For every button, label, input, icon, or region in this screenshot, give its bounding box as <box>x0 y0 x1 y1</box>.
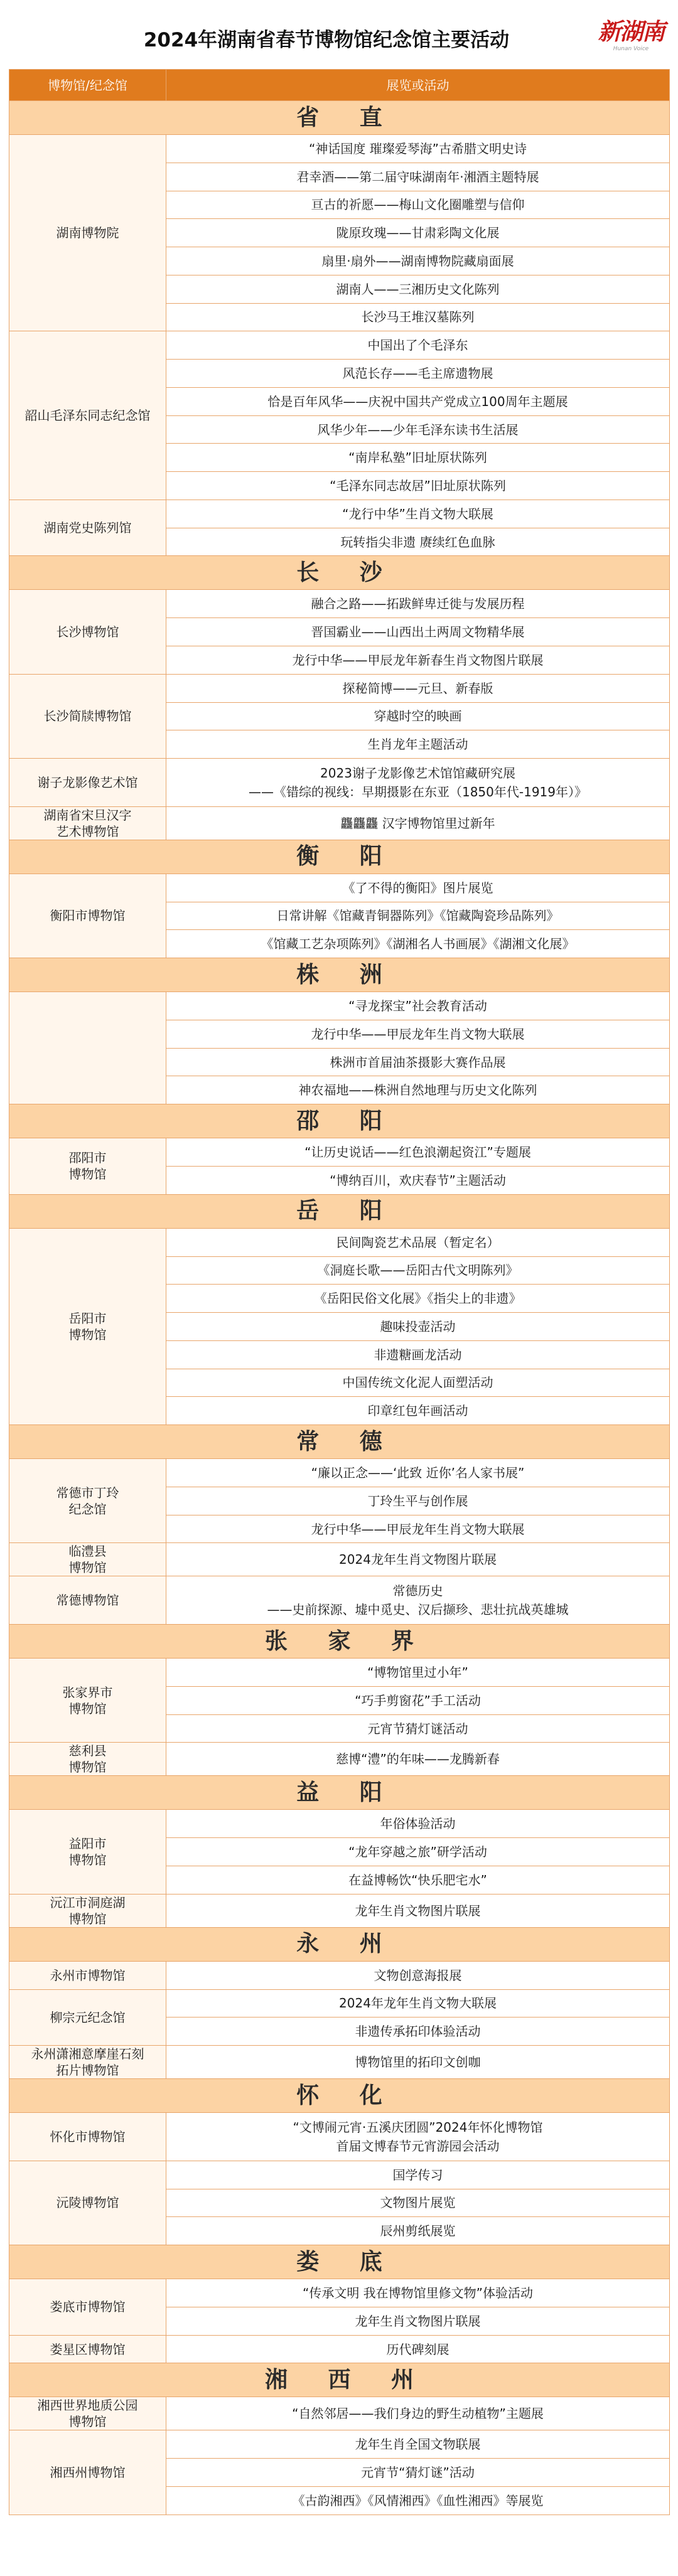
activity-item: 扇里·扇外——湖南博物院藏扇面展 <box>166 247 670 275</box>
region-row <box>9 2363 670 2397</box>
activity-item: 株洲市首届油茶摄影大赛作品展 <box>166 1048 670 1076</box>
table-row <box>9 1228 670 1256</box>
activity-item: 国学传习 <box>166 2161 670 2189</box>
museum-name: 韶山毛泽东同志纪念馆 <box>9 331 166 500</box>
column-header-activity: 展览或活动 <box>166 70 670 101</box>
region-row <box>9 840 670 874</box>
region-row <box>9 1927 670 1961</box>
activity-item: 晋国霸业——山西出土两周文物精华展 <box>166 618 670 646</box>
table-row <box>9 2397 670 2430</box>
museum-name: 永州市博物馆 <box>9 1961 166 1989</box>
activity-item: 2024龙年生肖文物图片联展 <box>166 1543 670 1576</box>
museum-name: 沅陵博物馆 <box>9 2161 166 2245</box>
table-row <box>9 674 670 702</box>
table-row <box>9 1138 670 1167</box>
activity-item: 年俗体验活动 <box>166 1810 670 1838</box>
region-name: 怀 化 <box>9 2079 670 2113</box>
region-name: 娄 底 <box>9 2245 670 2279</box>
activity-item: 《洞庭长歌——岳阳古代文明陈列》 <box>166 1256 670 1285</box>
region-name: 株 洲 <box>9 958 670 992</box>
museum-name: 临澧县 博物馆 <box>9 1543 166 1576</box>
activity-item: 文物图片展览 <box>166 2189 670 2217</box>
activity-item: 龙年生肖文物图片联展 <box>166 1894 670 1927</box>
activities-table <box>9 69 670 2515</box>
activity-item: 湖南人——三湘历史文化陈列 <box>166 275 670 303</box>
museum-name: 慈利县 博物馆 <box>9 1743 166 1776</box>
region-name: 邵 阳 <box>9 1104 670 1138</box>
region-row <box>9 1625 670 1659</box>
activity-item: 丁玲生平与创作展 <box>166 1487 670 1515</box>
table-row <box>9 1543 670 1576</box>
museum-name: 长沙博物馆 <box>9 590 166 674</box>
activity-item: 龙行中华——甲辰龙年生肖文物大联展 <box>166 1515 670 1543</box>
activity-item: 《古韵湘西》《风情湘西》《血性湘西》等展览 <box>166 2486 670 2515</box>
region-name: 永 州 <box>9 1927 670 1961</box>
activity-item: 中国出了个毛泽东 <box>166 331 670 360</box>
museum-name: 衡阳市博物馆 <box>9 874 166 958</box>
activity-item: “自然邻居——我们身边的野生动植物”主题展 <box>166 2397 670 2430</box>
activity-item: 龙年生肖文物图片联展 <box>166 2307 670 2335</box>
region-name: 省 直 <box>9 101 670 135</box>
table-row <box>9 2335 670 2363</box>
table-header-row <box>9 70 670 101</box>
activity-item: 2023谢子龙影像艺术馆馆藏研究展 ——《错综的视线：早期摄影在东亚（1850年代-1919年）》 <box>166 759 670 807</box>
table-row <box>9 1659 670 1687</box>
table-row <box>9 806 670 840</box>
table-row <box>9 2430 670 2459</box>
activity-item: “博纳百川，欢庆春节”主题活动 <box>166 1166 670 1194</box>
table-row <box>9 1576 670 1625</box>
activity-item: 在益博畅饮“快乐肥宅水” <box>166 1866 670 1894</box>
region-row <box>9 556 670 590</box>
museum-name: 张家界市 博物馆 <box>9 1659 166 1743</box>
activity-item: 融合之路——拓跋鲜卑迁徙与发展历程 <box>166 590 670 618</box>
activity-item: 趣味投壶活动 <box>166 1313 670 1341</box>
museum-name: 湘西州博物馆 <box>9 2430 166 2515</box>
activity-item: “巧手剪窗花”手工活动 <box>166 1686 670 1714</box>
activity-item: 龙行中华——甲辰龙年生肖文物大联展 <box>166 1020 670 1048</box>
activity-item: 生肖龙年主题活动 <box>166 730 670 759</box>
museum-name: 岳阳市 博物馆 <box>9 1228 166 1424</box>
activity-item: 历代碑刻展 <box>166 2335 670 2363</box>
activity-item: 印章红包年画活动 <box>166 1397 670 1425</box>
activity-item: “毛泽东同志故居”旧址原状陈列 <box>166 472 670 500</box>
activity-item: “寻龙探宝”社会教育活动 <box>166 992 670 1020</box>
region-row <box>9 2245 670 2279</box>
activity-item: “文博闹元宵·五溪庆团圆”2024年怀化博物馆 首届文博春节元宵游园会活动 <box>166 2113 670 2161</box>
region-row <box>9 1194 670 1228</box>
activity-item: “博物馆里过小年” <box>166 1659 670 1687</box>
museum-name: 长沙简牍博物馆 <box>9 674 166 758</box>
table-row <box>9 331 670 360</box>
activity-item: “让历史说话——红色浪潮起资江”专题展 <box>166 1138 670 1167</box>
region-name: 常 德 <box>9 1425 670 1459</box>
museum-name: 娄底市博物馆 <box>9 2279 166 2336</box>
activity-item: 中国传统文化泥人面塑活动 <box>166 1369 670 1397</box>
activity-item: 元宵节“猜灯谜”活动 <box>166 2459 670 2487</box>
activity-item: 慈博“澧”的年味——龙腾新春 <box>166 1743 670 1776</box>
activity-item: 长沙马王堆汉墓陈列 <box>166 303 670 331</box>
activity-item: 恰是百年风华——庆祝中国共产党成立100周年主题展 <box>166 387 670 415</box>
table-row <box>9 1961 670 1989</box>
museum-name: 怀化市博物馆 <box>9 2113 166 2161</box>
column-header-museum: 博物馆/纪念馆 <box>9 70 166 101</box>
museum-name <box>9 992 166 1104</box>
activity-item: 文物创意海报展 <box>166 1961 670 1989</box>
table-row <box>9 992 670 1020</box>
museum-name: 谢子龙影像艺术馆 <box>9 759 166 807</box>
table-row <box>9 1989 670 2018</box>
activity-item: 非遗糖画龙活动 <box>166 1340 670 1369</box>
activity-item: “廉以正念——‘此致 近你’名人家书展” <box>166 1459 670 1487</box>
museum-name: 湖南党史陈列馆 <box>9 500 166 556</box>
region-row <box>9 2079 670 2113</box>
table-row <box>9 2161 670 2189</box>
activity-item: 元宵节猜灯谜活动 <box>166 1714 670 1743</box>
table-row <box>9 1894 670 1927</box>
activity-item: “南岸私塾”旧址原状陈列 <box>166 444 670 472</box>
activity-item: 探秘简博——元旦、新春版 <box>166 674 670 702</box>
activity-item: “传承文明 我在博物馆里修文物”体验活动 <box>166 2279 670 2307</box>
activity-item: 日常讲解《馆藏青铜器陈列》《馆藏陶瓷珍品陈列》 <box>166 902 670 930</box>
table-row <box>9 2046 670 2079</box>
table-row <box>9 2113 670 2161</box>
title-bar <box>9 9 669 67</box>
activity-item: 龙年生肖全国文物联展 <box>166 2430 670 2459</box>
museum-name: 邵阳市 博物馆 <box>9 1138 166 1195</box>
museum-name: 永州潇湘意摩崖石刻 拓片博物馆 <box>9 2046 166 2079</box>
activity-item: 民间陶瓷艺术品展（暂定名） <box>166 1228 670 1256</box>
brand-logo-subtext: Hunan Voice <box>613 46 649 52</box>
museum-name: 常德博物馆 <box>9 1576 166 1625</box>
activity-item: 《了不得的衡阳》图片展览 <box>166 874 670 902</box>
museum-name: 湖南博物院 <box>9 135 166 331</box>
region-row <box>9 1425 670 1459</box>
region-row <box>9 101 670 135</box>
activity-item: “龙行中华”生肖文物大联展 <box>166 500 670 528</box>
region-row <box>9 1104 670 1138</box>
region-name: 益 阳 <box>9 1776 670 1810</box>
brand-logo <box>596 18 665 61</box>
region-name: 湘 西 州 <box>9 2363 670 2397</box>
region-name: 衡 阳 <box>9 840 670 874</box>
table-row <box>9 135 670 163</box>
activity-item: 穿越时空的映画 <box>166 702 670 730</box>
table-row <box>9 874 670 902</box>
table-row <box>9 1810 670 1838</box>
activity-item: 风范长存——毛主席遗物展 <box>166 360 670 388</box>
table-row <box>9 1743 670 1776</box>
activity-item: 博物馆里的拓印文创咖 <box>166 2046 670 2079</box>
region-row <box>9 1776 670 1810</box>
activity-item: 风华少年——少年毛泽东读书生活展 <box>166 415 670 444</box>
table-row <box>9 590 670 618</box>
brand-logo-text: 新湖南 <box>598 18 664 45</box>
activity-item: 2024年龙年生肖文物大联展 <box>166 1989 670 2018</box>
region-row <box>9 958 670 992</box>
museum-name: 娄星区博物馆 <box>9 2335 166 2363</box>
activity-item: 陇原玫瑰——甘肃彩陶文化展 <box>166 219 670 247</box>
page-title: 2024年湖南省春节博物馆纪念馆主要活动 <box>143 28 510 51</box>
activity-item: 龙行中华——甲辰龙年新春生肖文物图片联展 <box>166 646 670 675</box>
activity-item: 辰州剪纸展览 <box>166 2217 670 2245</box>
activity-item: 玩转指尖非遗 赓续红色血脉 <box>166 528 670 556</box>
museum-name: 常德市丁玲 纪念馆 <box>9 1459 166 1543</box>
region-name: 长 沙 <box>9 556 670 590</box>
table-row <box>9 1459 670 1487</box>
activity-item: 常德历史 ——史前探源、墟中觅史、汉后撷珍、悲壮抗战英雄城 <box>166 1576 670 1625</box>
activity-item: 亘古的祈愿——梅山文化圈雕塑与信仰 <box>166 191 670 219</box>
table-row <box>9 759 670 807</box>
activity-item: 《馆藏工艺杂项陈列》《湖湘名人书画展》《湖湘文化展》 <box>166 930 670 958</box>
activity-item: 《岳阳民俗文化展》《指尖上的非遗》 <box>166 1285 670 1313</box>
table-row <box>9 500 670 528</box>
region-name: 岳 阳 <box>9 1194 670 1228</box>
table-row <box>9 2279 670 2307</box>
activity-item: 神农福地——株洲自然地理与历史文化陈列 <box>166 1076 670 1104</box>
museum-name: 柳宗元纪念馆 <box>9 1989 166 2046</box>
activity-item: “龙年穿越之旅”研学活动 <box>166 1838 670 1866</box>
activity-item: 君幸酒——第二届守味湖南年·湘酒主题特展 <box>166 163 670 191</box>
museum-name: 沅江市洞庭湖 博物馆 <box>9 1894 166 1927</box>
activity-item: 龘龘龘 汉字博物馆里过新年 <box>166 806 670 840</box>
museum-name: 湘西世界地质公园 博物馆 <box>9 2397 166 2430</box>
museum-name: 益阳市 博物馆 <box>9 1810 166 1894</box>
activity-item: “神话国度 璀璨爱琴海”古希腊文明史诗 <box>166 135 670 163</box>
museum-name: 湖南省宋旦汉字 艺术博物馆 <box>9 806 166 840</box>
activity-item: 非遗传承拓印体验活动 <box>166 2018 670 2046</box>
region-name: 张 家 界 <box>9 1625 670 1659</box>
